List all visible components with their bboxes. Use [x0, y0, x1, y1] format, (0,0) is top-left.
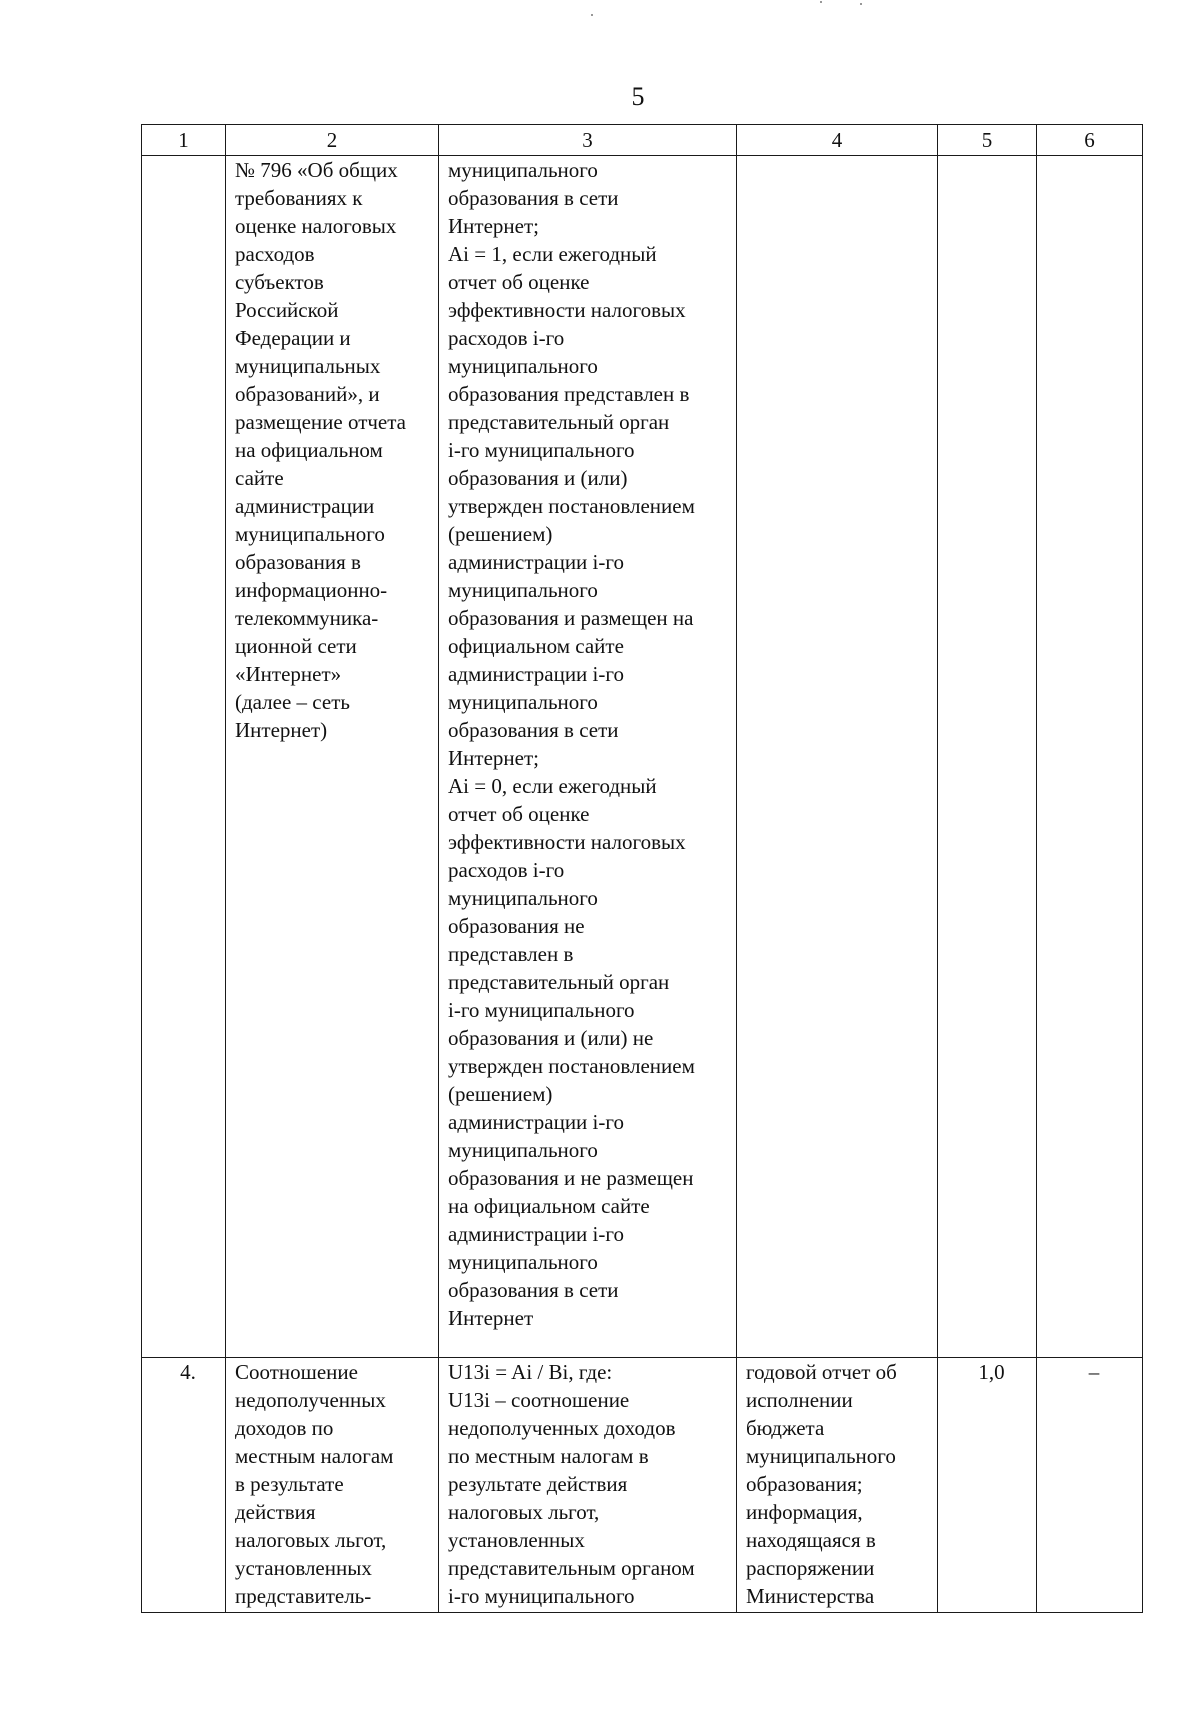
cell-text-line: субъектов [235, 270, 324, 294]
cell-text-line: образования и размещен на [448, 606, 694, 630]
cell-text-line: муниципального [448, 886, 598, 910]
cell-text-line: Российской [235, 298, 339, 322]
cell-text-line: требованиях к [235, 186, 363, 210]
cell-text-line: администрации i-го [448, 1110, 624, 1134]
cell-text-line: образования в сети [448, 1278, 619, 1302]
cell-text-line: муниципального [448, 578, 598, 602]
cell-text-line: телекоммуника- [235, 606, 379, 630]
note-cell [1037, 156, 1143, 1358]
cell-text-line: отчет об оценке [448, 802, 590, 826]
cell-text-line: образования в сети [448, 718, 619, 742]
cell-text-line: отчет об оценке [448, 270, 590, 294]
cell-text-line: образования и (или) не [448, 1026, 654, 1050]
cell-text-line: представитель- [235, 1584, 372, 1608]
cell-text-line: размещение отчета [235, 410, 407, 434]
header-cell-col2: 2 [226, 125, 439, 156]
cell-text-line: утвержден постановлением [448, 494, 695, 518]
cell-text-line: (решением) [448, 1082, 553, 1106]
cell-text-line: образований», и [235, 382, 380, 406]
cell-text-line: действия [235, 1500, 316, 1524]
page-number: 5 [631, 82, 645, 111]
cell-text-line: администрации i-го [448, 550, 624, 574]
cell-text-line: образования и не размещен [448, 1166, 694, 1190]
cell-text-line: результате действия [448, 1472, 628, 1496]
cell-text-line: информация, [746, 1500, 863, 1524]
header-cell-col1: 1 [142, 125, 226, 156]
cell-text-line: расходов [235, 242, 315, 266]
cell-text-line: муниципального [235, 522, 385, 546]
cell-text-line: бюджета [746, 1416, 825, 1440]
cell-text-line: представлен в [448, 942, 574, 966]
table-row [142, 1358, 1143, 1613]
row-number-cell: 4. [142, 1358, 226, 1613]
cell-text-line: муниципального [448, 1138, 598, 1162]
cell-text-line: распоряжении [746, 1556, 875, 1580]
header-cell-col6: 6 [1037, 125, 1143, 156]
indicator-table [141, 124, 1143, 1613]
cell-text-line: налоговых льгот, [235, 1528, 387, 1552]
cell-text-line: утвержден постановлением [448, 1054, 695, 1078]
cell-text-line: U13i – соотношение [448, 1388, 630, 1412]
cell-text-line: муниципального [746, 1444, 896, 1468]
cell-text-line: Интернет; [448, 214, 539, 238]
cell-text-line: Министерства [746, 1584, 875, 1608]
cell-text-line: установленных [448, 1528, 585, 1552]
cell-text-line: представительный орган [448, 970, 670, 994]
cell-text-line: представительным органом [448, 1556, 695, 1580]
cell-text-line: i-го муниципального [448, 438, 635, 462]
cell-text-line: муниципального [448, 158, 598, 182]
cell-text-line: муниципального [448, 690, 598, 714]
cell-text-line: образования в [235, 550, 361, 574]
cell-text-line: по местным налогам в [448, 1444, 649, 1468]
cell-text-line: представительный орган [448, 410, 670, 434]
cell-text-line: образования не [448, 914, 585, 938]
cell-text-line: налоговых льгот, [448, 1500, 600, 1524]
cell-text-line: администрации [235, 494, 375, 518]
cell-text-line: недополученных доходов [448, 1416, 676, 1440]
cell-text-line: эффективности налоговых [448, 298, 686, 322]
cell-text-line: местным налогам [235, 1444, 394, 1468]
cell-text-line: U13i = Ai / Bi, где: [448, 1360, 613, 1384]
header-cell-col3: 3 [439, 125, 737, 156]
cell-text-line: i-го муниципального [448, 1584, 635, 1608]
cell-text-line: установленных [235, 1556, 372, 1580]
cell-text-line: муниципального [448, 1250, 598, 1274]
source-cell [737, 1358, 938, 1613]
cell-text-line: официальном сайте [448, 634, 624, 658]
cell-text-line: на официальном сайте [448, 1194, 650, 1218]
cell-text-line: администрации i-го [448, 662, 624, 686]
scan-speck [591, 14, 593, 16]
cell-text-line: (далее – сеть [235, 690, 350, 714]
cell-text-line: Интернет; [448, 746, 539, 770]
scan-artifacts [0, 0, 1200, 20]
cell-text-line: недополученных [235, 1388, 386, 1412]
cell-text-line: в результате [235, 1472, 344, 1496]
cell-text-line: эффективности налоговых [448, 830, 686, 854]
cell-text-line: Соотношение [235, 1360, 358, 1384]
cell-text-line: расходов i-го [448, 858, 565, 882]
note-cell: – [1037, 1358, 1143, 1613]
indicator-name-cell [226, 1358, 439, 1613]
cell-text-line: № 796 «Об общих [235, 158, 398, 182]
table-header-row [142, 125, 1143, 156]
cell-text-line: i-го муниципального [448, 998, 635, 1022]
scan-speck [820, 1, 822, 3]
indicator-name-cell [226, 156, 439, 1358]
weight-cell: 1,0 [938, 1358, 1037, 1613]
cell-text-line: ционной сети [235, 634, 357, 658]
table-row [142, 156, 1143, 1358]
cell-text-line: муниципального [448, 354, 598, 378]
cell-text-line: образования представлен в [448, 382, 690, 406]
cell-text-line: образования; [746, 1472, 863, 1496]
weight-cell [938, 156, 1037, 1358]
cell-text-line: находящаяся в [746, 1528, 876, 1552]
cell-text-line: Интернет [448, 1306, 534, 1330]
cell-text-line: Ai = 0, если ежегодный [448, 774, 657, 798]
cell-text-line: (решением) [448, 522, 553, 546]
formula-cell [439, 156, 737, 1358]
cell-text-line: образования в сети [448, 186, 619, 210]
cell-text-line: Федерации и [235, 326, 351, 350]
cell-text-line: образования и (или) [448, 466, 628, 490]
cell-text-line: расходов i-го [448, 326, 565, 350]
cell-text-line: Ai = 1, если ежегодный [448, 242, 657, 266]
cell-text-line: исполнении [746, 1388, 853, 1412]
cell-text-line: администрации i-го [448, 1222, 624, 1246]
cell-text-line: на официальном [235, 438, 383, 462]
header-cell-col5: 5 [938, 125, 1037, 156]
cell-text-line: доходов по [235, 1416, 334, 1440]
cell-text-line: «Интернет» [235, 662, 342, 686]
cell-text-line: информационно- [235, 578, 388, 602]
cell-text-line: годовой отчет об [746, 1360, 897, 1384]
formula-cell [439, 1358, 737, 1613]
row-number-cell [142, 156, 226, 1358]
scan-speck [860, 3, 862, 5]
header-cell-col4: 4 [737, 125, 938, 156]
cell-text-line: сайте [235, 466, 284, 490]
source-cell [737, 156, 938, 1358]
cell-text-line: оценке налоговых [235, 214, 397, 238]
cell-text-line: Интернет) [235, 718, 328, 742]
cell-text-line: муниципальных [235, 354, 381, 378]
